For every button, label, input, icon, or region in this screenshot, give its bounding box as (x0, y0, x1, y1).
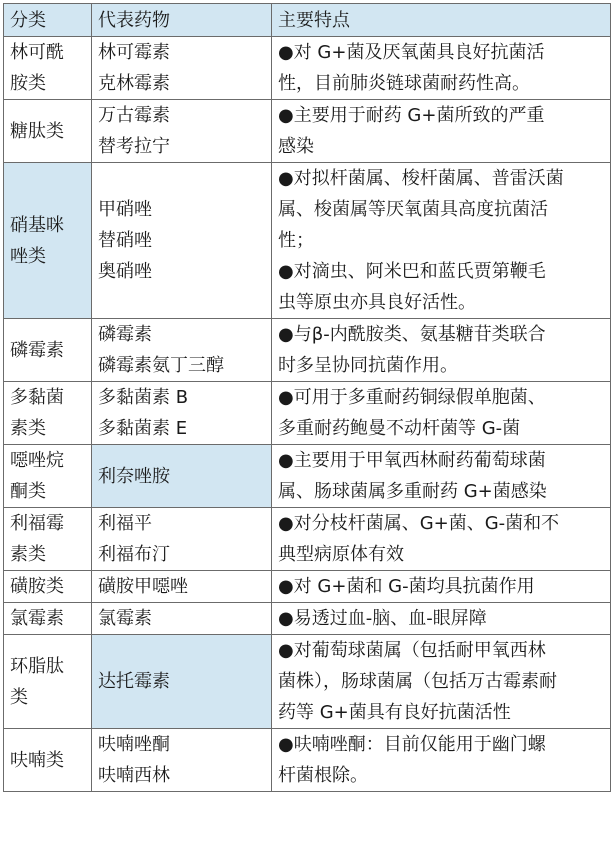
drugs-cell (92, 603, 272, 635)
drug-name: 利福平 (98, 513, 152, 534)
drug-table-container (3, 3, 610, 792)
category-text: 类 (10, 686, 28, 708)
category-cell (4, 100, 92, 163)
category-cell (4, 508, 92, 571)
drug-name: 利福布汀 (98, 544, 170, 565)
drug-name: 氯霉素 (98, 608, 152, 629)
drug-name: 磷霉素氨丁三醇 (98, 355, 224, 376)
feature-text: ●可用于多重耐药铜绿假单胞菌、 (278, 387, 546, 408)
category-cell (4, 635, 92, 729)
category-text: 磷霉素 (10, 339, 64, 361)
category-text: 唑类 (10, 245, 46, 267)
drugs-cell (92, 445, 272, 508)
category-cell (4, 603, 92, 635)
drugs-cell (92, 319, 272, 382)
drugs-cell (92, 163, 272, 319)
feature-text: 多重耐药鲍曼不动杆菌等 G-菌 (278, 418, 521, 439)
category-cell (4, 382, 92, 445)
table-row (4, 37, 611, 100)
feature-text: ●对 G+菌及厌氧菌具良好抗菌活 (278, 42, 545, 63)
drugs-cell (92, 729, 272, 792)
feature-text: ●与β-内酰胺类、氨基糖苷类联合 (278, 324, 546, 345)
drug-name: 呋喃西林 (98, 765, 170, 786)
feature-text: ●对 G+菌和 G-菌均具抗菌作用 (278, 576, 535, 597)
drug-name: 磺胺甲噁唑 (98, 576, 188, 597)
features-cell (272, 508, 611, 571)
category-cell (4, 445, 92, 508)
category-cell (4, 571, 92, 603)
drugs-cell (92, 100, 272, 163)
feature-text: 属、肠球菌属多重耐药 G+菌感染 (278, 481, 547, 502)
feature-text: 性； (278, 230, 314, 251)
drug-name: 多黏菌素 B (98, 387, 189, 408)
category-text: 利福霉 (10, 513, 64, 534)
category-text: 硝基咪 (10, 214, 64, 236)
features-cell (272, 163, 611, 319)
features-cell (272, 382, 611, 445)
features-cell (272, 635, 611, 729)
table-row (4, 382, 611, 445)
feature-text: 杆菌根除。 (278, 765, 368, 786)
drug-name: 林可霉素 (98, 42, 170, 63)
feature-text: 时多呈协同抗菌作用。 (278, 355, 458, 376)
feature-text: 感染 (278, 136, 314, 157)
category-text: 氯霉素 (10, 608, 64, 629)
feature-text: 菌株），肠球菌属（包括万古霉素耐 (278, 671, 557, 692)
drug-classification-table (3, 3, 611, 792)
features-cell (272, 100, 611, 163)
table-row (4, 571, 611, 603)
drug-name: 甲硝唑 (98, 199, 152, 220)
table-row (4, 508, 611, 571)
feature-text: 虫等原虫亦具良好活性。 (278, 292, 476, 313)
header-features: 主要特点 (272, 4, 611, 37)
table-header-row (4, 4, 611, 37)
feature-text: 药等 G+菌具有良好抗菌活性 (278, 702, 511, 723)
category-cell (4, 319, 92, 382)
header-drugs: 代表药物 (92, 4, 272, 37)
category-text: 素类 (10, 418, 46, 439)
category-text: 林可酰 (10, 42, 64, 63)
feature-text: ●对滴虫、阿米巴和蓝氏贾第鞭毛 (278, 261, 546, 282)
category-text: 噁唑烷 (10, 450, 64, 471)
category-text: 呋喃类 (10, 749, 64, 771)
drugs-cell (92, 37, 272, 100)
table-row (4, 445, 611, 508)
category-text: 多黏菌 (10, 387, 64, 408)
drug-name: 多黏菌素 E (98, 418, 188, 439)
feature-text: ●对拟杆菌属、梭杆菌属、普雷沃菌 (278, 168, 564, 189)
drugs-cell (92, 635, 272, 729)
table-row (4, 635, 611, 729)
drug-name: 利奈唑胺 (98, 465, 170, 487)
drug-name: 替硝唑 (98, 230, 152, 251)
category-cell (4, 163, 92, 319)
table-row (4, 163, 611, 319)
drug-name: 替考拉宁 (98, 136, 170, 157)
category-text: 环脂肽 (10, 655, 64, 677)
drugs-cell (92, 508, 272, 571)
drug-name: 磷霉素 (98, 324, 152, 345)
category-text: 胺类 (10, 73, 46, 94)
category-cell (4, 729, 92, 792)
header-category: 分类 (4, 4, 92, 37)
features-cell (272, 37, 611, 100)
drugs-cell (92, 382, 272, 445)
table-row (4, 100, 611, 163)
drugs-cell (92, 571, 272, 603)
table-row (4, 729, 611, 792)
drug-name: 万古霉素 (98, 105, 170, 126)
table-row (4, 319, 611, 382)
features-cell (272, 319, 611, 382)
features-cell (272, 603, 611, 635)
table-row (4, 603, 611, 635)
category-text: 糖肽类 (10, 120, 64, 142)
feature-text: ●易透过血-脑、血-眼屏障 (278, 608, 487, 629)
feature-text: 性，目前肺炎链球菌耐药性高。 (278, 73, 530, 94)
feature-text: 属、梭菌属等厌氧菌具高度抗菌活 (278, 199, 548, 220)
table-body (4, 37, 611, 792)
category-text: 素类 (10, 544, 46, 565)
feature-text: ●呋喃唑酮：目前仅能用于幽门螺 (278, 734, 546, 755)
drug-name: 达托霉素 (98, 671, 170, 692)
feature-text: ●对分枝杆菌属、G+菌、G-菌和不 (278, 513, 560, 534)
features-cell (272, 571, 611, 603)
feature-text: ●主要用于耐药 G+菌所致的严重 (278, 105, 545, 126)
features-cell (272, 445, 611, 508)
drug-name: 呋喃唑酮 (98, 734, 170, 755)
feature-text: ●对葡萄球菌属（包括耐甲氧西林 (278, 640, 546, 661)
feature-text: ●主要用于甲氧西林耐药葡萄球菌 (278, 450, 546, 471)
drug-name: 克林霉素 (98, 73, 170, 94)
category-text: 酮类 (10, 481, 46, 502)
category-text: 磺胺类 (10, 576, 64, 597)
drug-name: 奥硝唑 (98, 261, 152, 282)
category-cell (4, 37, 92, 100)
feature-text: 典型病原体有效 (278, 544, 404, 565)
features-cell (272, 729, 611, 792)
